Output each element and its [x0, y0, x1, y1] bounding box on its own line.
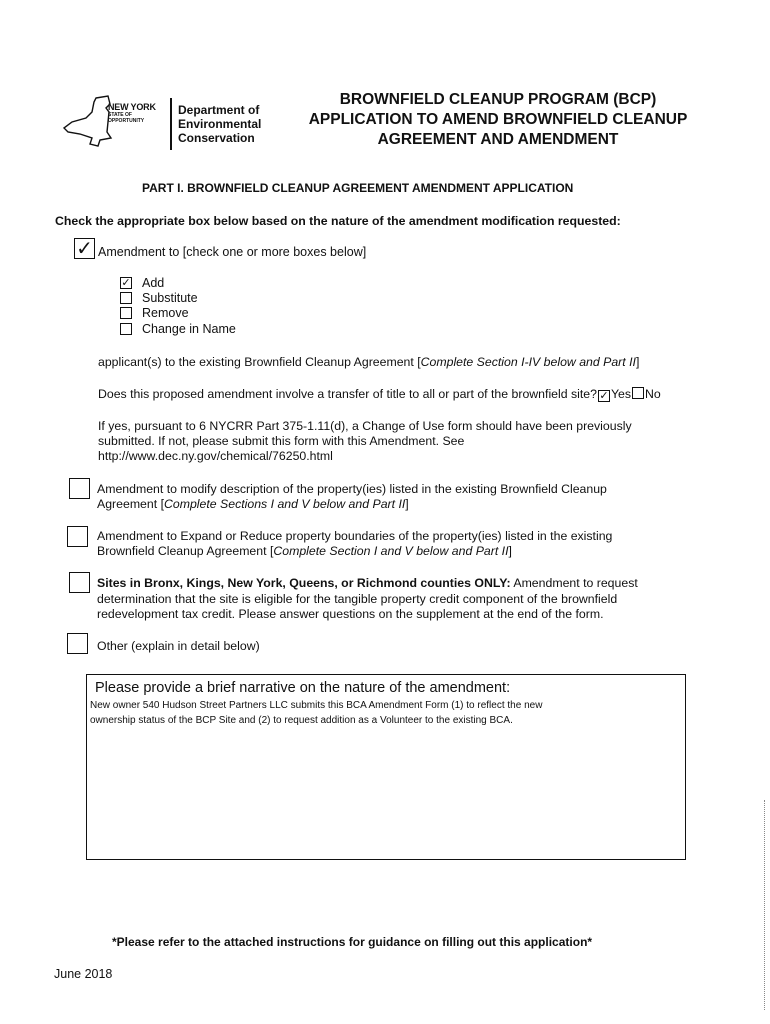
- logo-dept-line3: Conservation: [178, 131, 255, 145]
- tax-credit-line2: determination that the site is eligible for the tangible property credit component of the brownfield: [97, 592, 618, 606]
- other-label: Other (explain in detail below): [97, 639, 260, 653]
- narrative-line2: ownership status of the BCP Site and (2) to request addition as a Volunteer to the existing BCA.: [90, 715, 513, 726]
- substitute-checkbox[interactable]: [120, 292, 132, 304]
- check-mark-icon: ✓: [121, 276, 131, 289]
- narrative-heading: Please provide a brief narrative on the nature of the amendment:: [95, 680, 511, 696]
- yes-checkbox[interactable]: [598, 390, 610, 402]
- scan-artifact: [764, 800, 766, 1010]
- tax-credit-line3: redevelopment tax credit. Please answer questions on the supplement at the end of the form.: [97, 607, 604, 621]
- logo-state-sub1: STATE OF: [108, 112, 132, 118]
- amendment-checkbox[interactable]: [74, 238, 95, 259]
- narrative-box[interactable]: [86, 674, 686, 860]
- transfer-question: Does this proposed amendment involve a transfer of title to all or part of the brownfield site? ✓ Yes No: [98, 387, 661, 402]
- logo-divider: [170, 98, 172, 150]
- yes-label: Yes: [610, 387, 632, 401]
- add-checkbox[interactable]: [120, 277, 132, 289]
- remove-checkbox[interactable]: [120, 307, 132, 319]
- applicant-text: applicant(s) to the existing Brownfield Cleanup Agreement [Complete Section I-IV below and Part II]: [98, 355, 640, 369]
- no-checkbox[interactable]: [632, 387, 644, 399]
- no-label: No: [645, 387, 661, 401]
- tax-credit-line1: Sites in Bronx, Kings, New York, Queens, or Richmond counties ONLY: Amendment to request: [97, 576, 638, 590]
- change-of-use-line1: If yes, pursuant to 6 NYCRR Part 375-1.11(d), a Change of Use form should have been previously: [98, 419, 632, 433]
- modify-description-line1: Amendment to modify description of the property(ies) listed in the existing Brownfield Cleanup: [97, 482, 607, 496]
- narrative-line1: New owner 540 Hudson Street Partners LLC submits this BCA Amendment Form (1) to reflect the new: [90, 700, 543, 711]
- expand-reduce-line1: Amendment to Expand or Reduce property boundaries of the property(ies) listed in the existing: [97, 529, 613, 543]
- logo-state-sub2: OPPORTUNITY: [108, 118, 145, 124]
- logo-dept-line1: Department of: [178, 103, 260, 117]
- change-in-name-checkbox[interactable]: [120, 323, 132, 335]
- logo-state-name: NEW YORK: [108, 102, 156, 112]
- logo-dept-line2: Environmental: [178, 117, 262, 131]
- expand-reduce-checkbox[interactable]: [67, 526, 88, 547]
- amendment-label: Amendment to [check one or more boxes below]: [98, 245, 367, 259]
- remove-label: Remove: [142, 306, 189, 320]
- title-line2: APPLICATION TO AMEND BROWNFIELD CLEANUP: [308, 111, 688, 128]
- modify-description-line2: Agreement [Complete Sections I and V below and Part II]: [97, 497, 409, 511]
- modify-description-checkbox[interactable]: [69, 478, 90, 499]
- tax-credit-checkbox[interactable]: [69, 572, 90, 593]
- substitute-label: Substitute: [142, 291, 198, 305]
- other-checkbox[interactable]: [67, 633, 88, 654]
- title-line3: AGREEMENT AND AMENDMENT: [377, 131, 619, 148]
- nys-logo: [62, 94, 170, 150]
- check-mark-icon: ✓: [76, 237, 93, 260]
- instruction-text: Check the appropriate box below based on the nature of the amendment modification requested:: [55, 214, 621, 228]
- expand-reduce-line2: Brownfield Cleanup Agreement [Complete Section I and V below and Part II]: [97, 544, 512, 558]
- footer-date: June 2018: [54, 967, 113, 981]
- change-in-name-label: Change in Name: [142, 322, 236, 336]
- part-heading: PART I. BROWNFIELD CLEANUP AGREEMENT AMENDMENT APPLICATION: [142, 181, 574, 195]
- add-label: Add: [142, 276, 165, 290]
- check-mark-icon: ✓: [599, 390, 609, 402]
- change-of-use-link[interactable]: http://www.dec.ny.gov/chemical/76250.html: [98, 449, 333, 463]
- change-of-use-line2: submitted. If not, please submit this form with this Amendment. See: [98, 434, 465, 448]
- footer-note: *Please refer to the attached instructions for guidance on filling out this application*: [112, 935, 593, 949]
- title-line1: BROWNFIELD CLEANUP PROGRAM (BCP): [339, 91, 657, 108]
